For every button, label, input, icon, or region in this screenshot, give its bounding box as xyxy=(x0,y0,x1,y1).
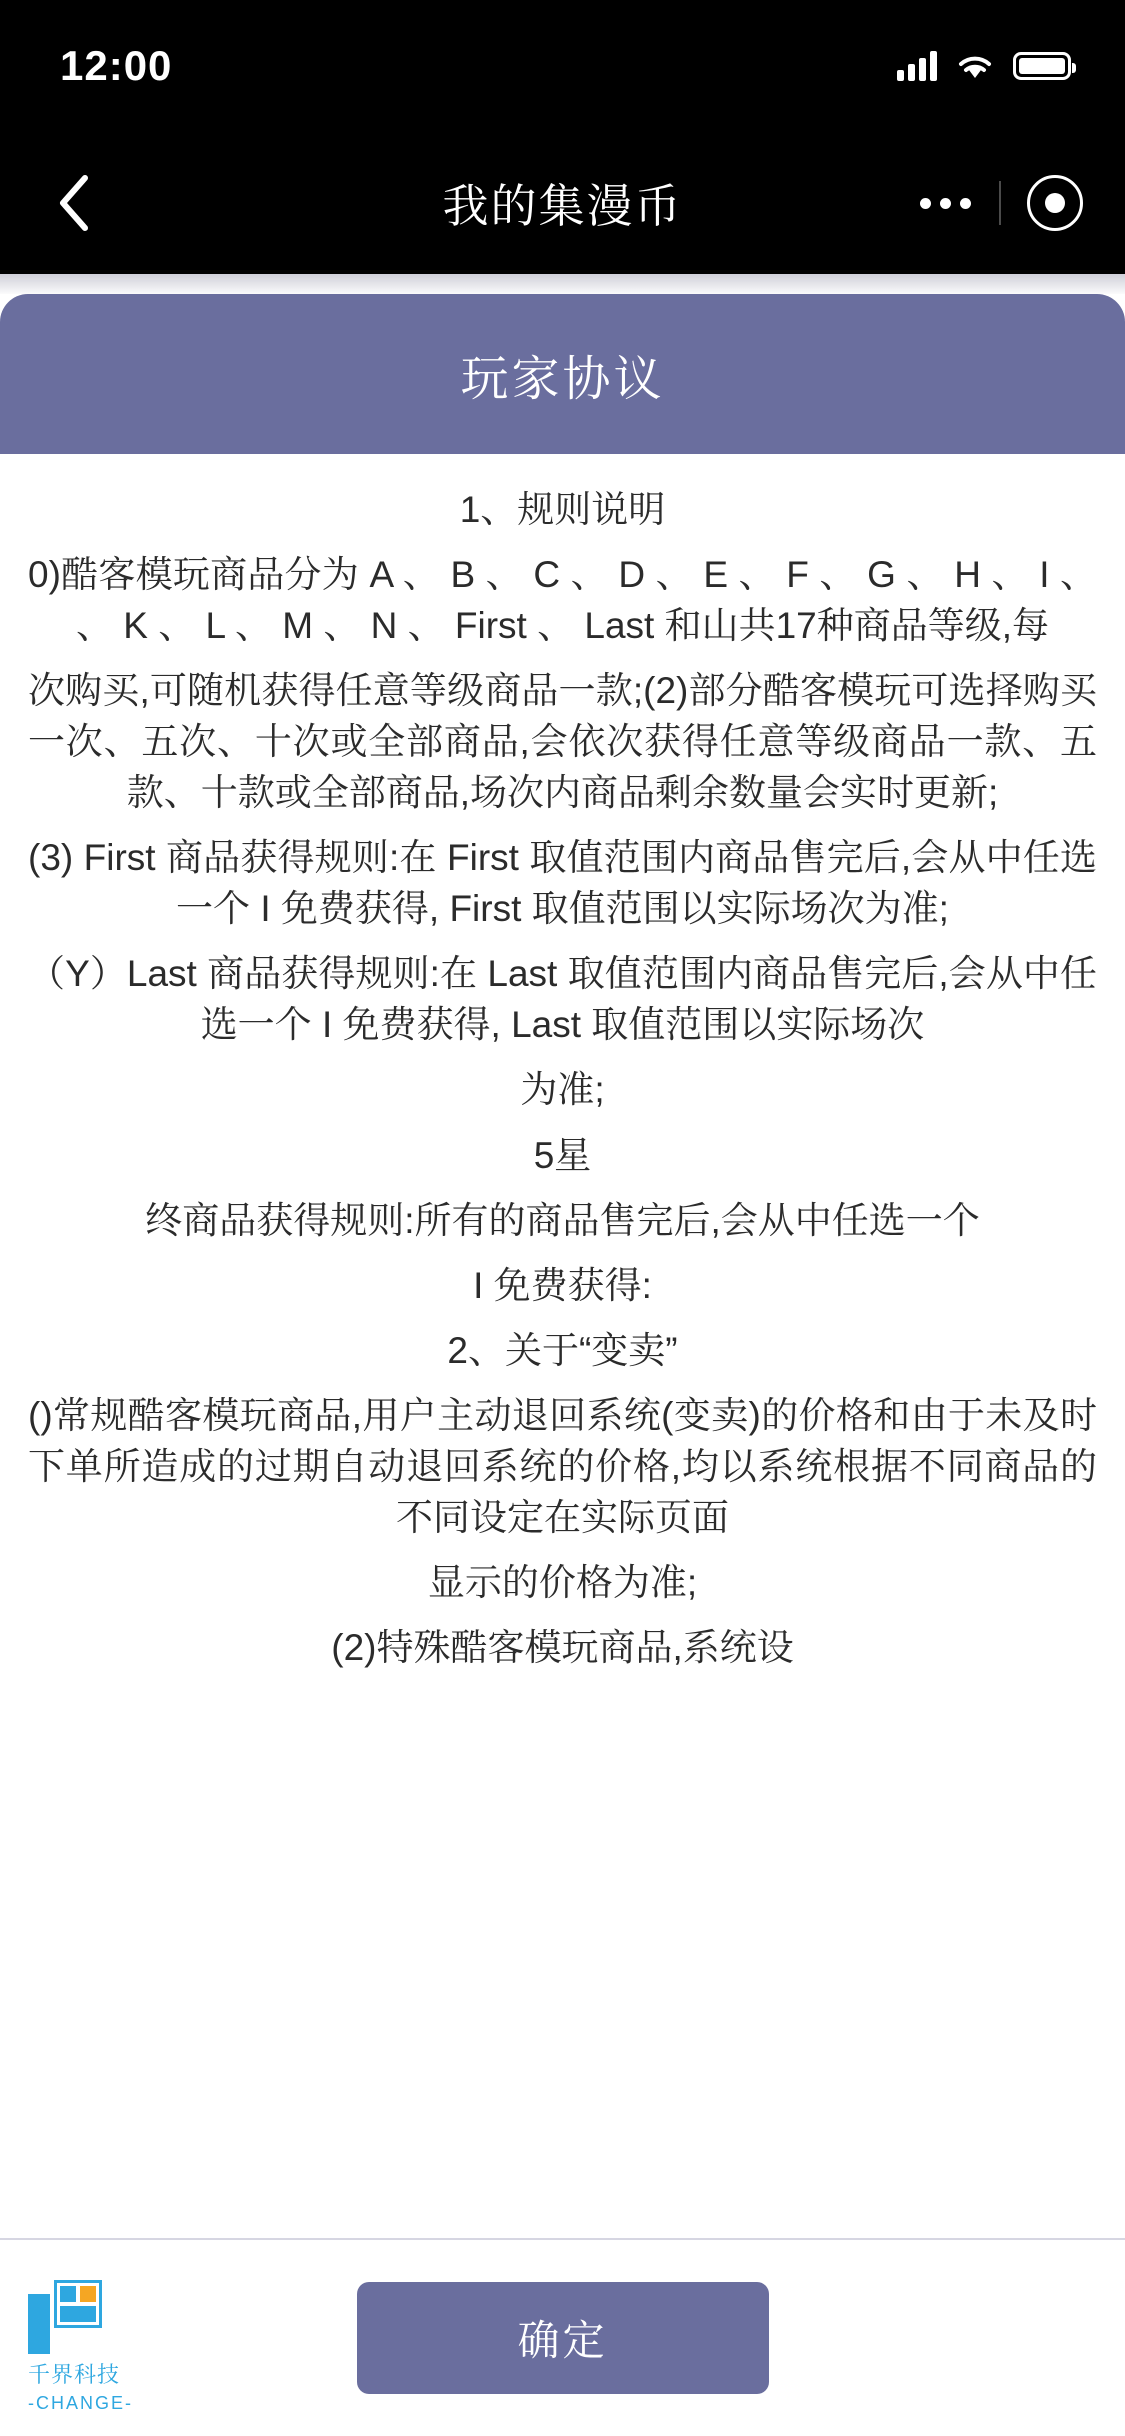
agreement-paragraph: （Y）Last 商品获得规则:在 Last 取值范围内商品售完后,会从中任选一个 I 免费获得, Last 取值范围以实际场次 xyxy=(28,953,1097,1046)
agreement-paragraph: 为准; xyxy=(520,1069,605,1111)
page-body xyxy=(0,274,1125,2436)
status-icons xyxy=(897,51,1071,81)
confirm-button[interactable]: 确定 xyxy=(357,2282,769,2394)
agreement-paragraph: 5星 xyxy=(533,1134,592,1176)
signal-bars-icon xyxy=(897,51,937,81)
agreement-paragraph: (2)特殊酷客模玩商品,系统设 xyxy=(331,1626,794,1668)
agreement-paragraph: 次购买,可随机获得任意等级商品一款;(2)部分酷客模玩可选择购买一次、五次、十次或全部商品,会依次获得任意等级商品一款、五款、十款或全部商品,场次内商品剩余数量会实时更新; xyxy=(28,670,1097,814)
agreement-paragraph: 2、关于“变卖” xyxy=(447,1329,678,1371)
target-icon[interactable] xyxy=(1027,175,1083,231)
back-button[interactable] xyxy=(44,173,104,233)
watermark xyxy=(28,2280,133,2414)
nav-bar xyxy=(0,132,1125,274)
page-title: 我的集漫币 xyxy=(442,180,683,232)
modal-title: 玩家协议 xyxy=(0,294,1125,454)
player-agreement-modal xyxy=(0,294,1125,2436)
agreement-paragraph: ()常规酷客模玩商品,用户主动退回系统(变卖)的价格和由于未及时下单所造成的过期自动退回系统的价格,均以系统根据不同商品的不同设定在实际页面 xyxy=(28,1394,1097,1538)
agreement-paragraph: 1、规则说明 xyxy=(459,489,666,530)
agreement-paragraph: (3) First 商品获得规则:在 First 取值范围内商品售完后,会从中任选一个 I 免费获得, First 取值范围以实际场次为准; xyxy=(28,837,1097,930)
brand-logo-icon xyxy=(28,2280,102,2354)
status-time: 12:00 xyxy=(60,42,173,89)
wifi-icon xyxy=(955,51,995,81)
agreement-paragraph: I 免费获得: xyxy=(473,1264,652,1306)
capsule-divider xyxy=(999,181,1001,225)
modal-footer xyxy=(0,2238,1125,2436)
agreement-paragraph: 显示的价格为准; xyxy=(427,1561,698,1603)
watermark-text-cn: 千界科技 xyxy=(28,2362,121,2387)
status-bar xyxy=(0,0,1125,132)
battery-icon xyxy=(1013,52,1071,80)
mini-program-capsule[interactable] xyxy=(920,175,1083,231)
more-dots-icon[interactable] xyxy=(920,198,999,209)
modal-shadow xyxy=(0,274,1125,296)
agreement-text[interactable] xyxy=(0,454,1125,2238)
agreement-paragraph: 0)酷客模玩商品分为 A 、 B 、 C 、 D 、 E 、 F 、 G 、 H 、 I 、 、 K 、 L 、 M 、 N 、 First 、 Last 和山共17种商品等级,每 xyxy=(28,554,1098,647)
watermark-text-en: -CHANGE- xyxy=(28,2393,133,2413)
agreement-paragraph: 终商品获得规则:所有的商品售完后,会从中任选一个 xyxy=(145,1199,980,1241)
